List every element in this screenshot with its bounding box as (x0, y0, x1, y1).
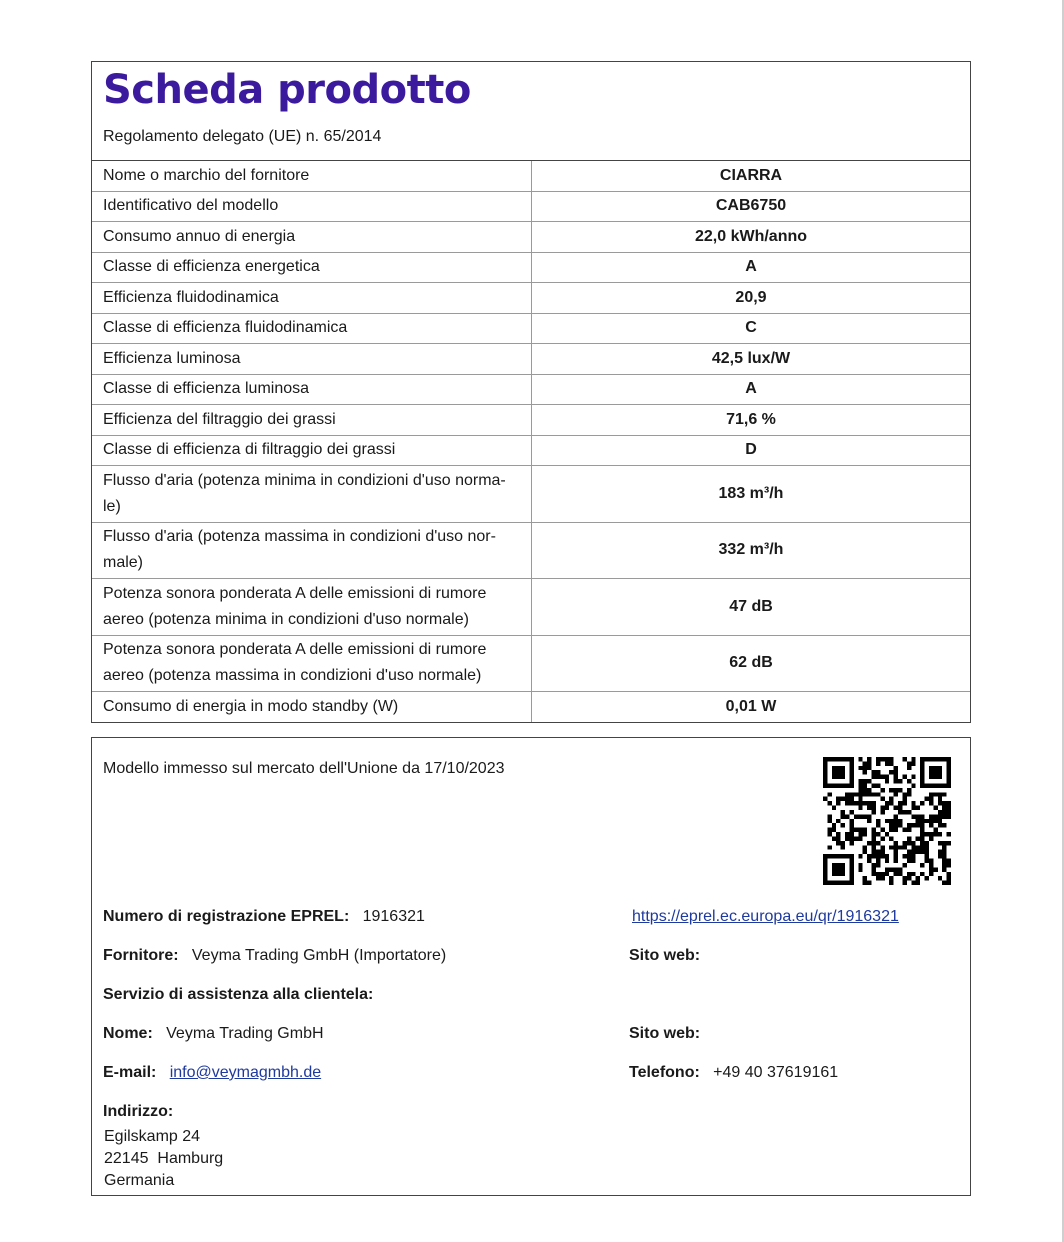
email-label: E-mail: (103, 1064, 157, 1081)
eprel-link[interactable]: https://eprel.ec.europa.eu/qr/1916321 (632, 908, 899, 925)
row-label: Consumo di energia in modo standby (W) (92, 692, 532, 722)
eprel-number: 1916321 (362, 908, 425, 925)
table-row (92, 252, 970, 283)
table-row (92, 344, 970, 375)
eprel-row (103, 908, 425, 926)
table-row (92, 222, 970, 253)
address-line: 22145 Hamburg (104, 1150, 224, 1167)
row-value: 183 m³/h (532, 466, 971, 523)
row-label: Efficienza del filtraggio dei grassi (92, 405, 532, 436)
address-label: Indirizzo: (103, 1103, 174, 1120)
row-label-line: male) (103, 554, 144, 572)
row-label: Classe di efficienza di filtraggio dei grassi (92, 435, 532, 466)
row-value: 71,6 % (532, 405, 971, 436)
contact-name-row (103, 1025, 324, 1043)
table-row (92, 161, 970, 191)
table-row (92, 692, 970, 722)
qr-code-icon[interactable] (823, 757, 951, 885)
row-value: 20,9 (532, 283, 971, 314)
row-value: A (532, 252, 971, 283)
row-label (92, 579, 532, 636)
table-row (92, 579, 970, 636)
sheet-header (92, 62, 970, 161)
row-value: D (532, 435, 971, 466)
product-sheet (91, 61, 971, 723)
table-row (92, 283, 970, 314)
row-label: Efficienza luminosa (92, 344, 532, 375)
row-label-line: Potenza sonora ponderata A delle emissioni di rumore (103, 584, 487, 602)
row-label: Identificativo del modello (92, 191, 532, 222)
row-label-line: aereo (potenza massima in condizioni d'uso normale) (103, 667, 482, 685)
row-label: Classe di efficienza luminosa (92, 374, 532, 405)
row-label: Classe di efficienza fluidodinamica (92, 313, 532, 344)
supplier-row (103, 947, 446, 965)
table-row (92, 405, 970, 436)
contact-name-label: Nome: (103, 1025, 153, 1042)
regulation-subtitle: Regolamento delegato (UE) n. 65/2014 (103, 128, 382, 145)
spec-table (92, 161, 970, 722)
row-value: 47 dB (532, 579, 971, 636)
row-value: 62 dB (532, 635, 971, 692)
row-label: Efficienza fluidodinamica (92, 283, 532, 314)
email-row (103, 1064, 321, 1082)
row-value: 42,5 lux/W (532, 344, 971, 375)
table-row (92, 522, 970, 579)
address-block (104, 1126, 223, 1192)
table-row (92, 191, 970, 222)
supplier-website-label: Sito web: (629, 947, 701, 964)
table-row (92, 374, 970, 405)
phone-label: Telefono: (629, 1064, 700, 1081)
table-row (92, 466, 970, 523)
row-value: 0,01 W (532, 692, 971, 722)
row-label (92, 635, 532, 692)
table-row (92, 313, 970, 344)
service-website-label: Sito web: (629, 1025, 701, 1042)
supplier-info-box (91, 737, 971, 1196)
row-value: C (532, 313, 971, 344)
phone-value: +49 40 37619161 (713, 1064, 839, 1081)
row-label (92, 466, 532, 523)
contact-name-value: Veyma Trading GmbH (166, 1025, 324, 1042)
row-label-line: aereo (potenza minima in condizioni d'uso normale) (103, 610, 469, 628)
row-label: Classe di efficienza energetica (92, 252, 532, 283)
row-value: CAB6750 (532, 191, 971, 222)
supplier-label: Fornitore: (103, 947, 179, 964)
market-date: Modello immesso sul mercato dell'Unione da 17/10/2023 (103, 760, 505, 777)
row-value: 22,0 kWh/anno (532, 222, 971, 253)
row-label: Consumo annuo di energia (92, 222, 532, 253)
row-label-line: le) (103, 497, 121, 515)
phone-row (629, 1064, 838, 1082)
page-title: Scheda prodotto (103, 67, 471, 113)
address-line: Egilskamp 24 (104, 1128, 201, 1145)
row-value: 332 m³/h (532, 522, 971, 579)
row-label-line: Potenza sonora ponderata A delle emissioni di rumore (103, 641, 487, 659)
row-value: A (532, 374, 971, 405)
eprel-label: Numero di registrazione EPREL: (103, 908, 350, 925)
row-label (92, 522, 532, 579)
table-row (92, 435, 970, 466)
customer-service-heading: Servizio di assistenza alla clientela: (103, 986, 374, 1003)
table-row (92, 635, 970, 692)
address-line: Germania (104, 1172, 175, 1189)
email-link[interactable]: info@veymagmbh.de (169, 1064, 322, 1081)
row-value: CIARRA (719, 166, 783, 184)
supplier-value: Veyma Trading GmbH (Importatore) (191, 947, 447, 964)
row-label-line: Flusso d'aria (potenza minima in condizioni d'uso norma- (103, 471, 506, 489)
row-label-line: Flusso d'aria (potenza massima in condizioni d'uso nor- (103, 528, 496, 546)
row-label: Nome o marchio del fornitore (92, 161, 532, 191)
